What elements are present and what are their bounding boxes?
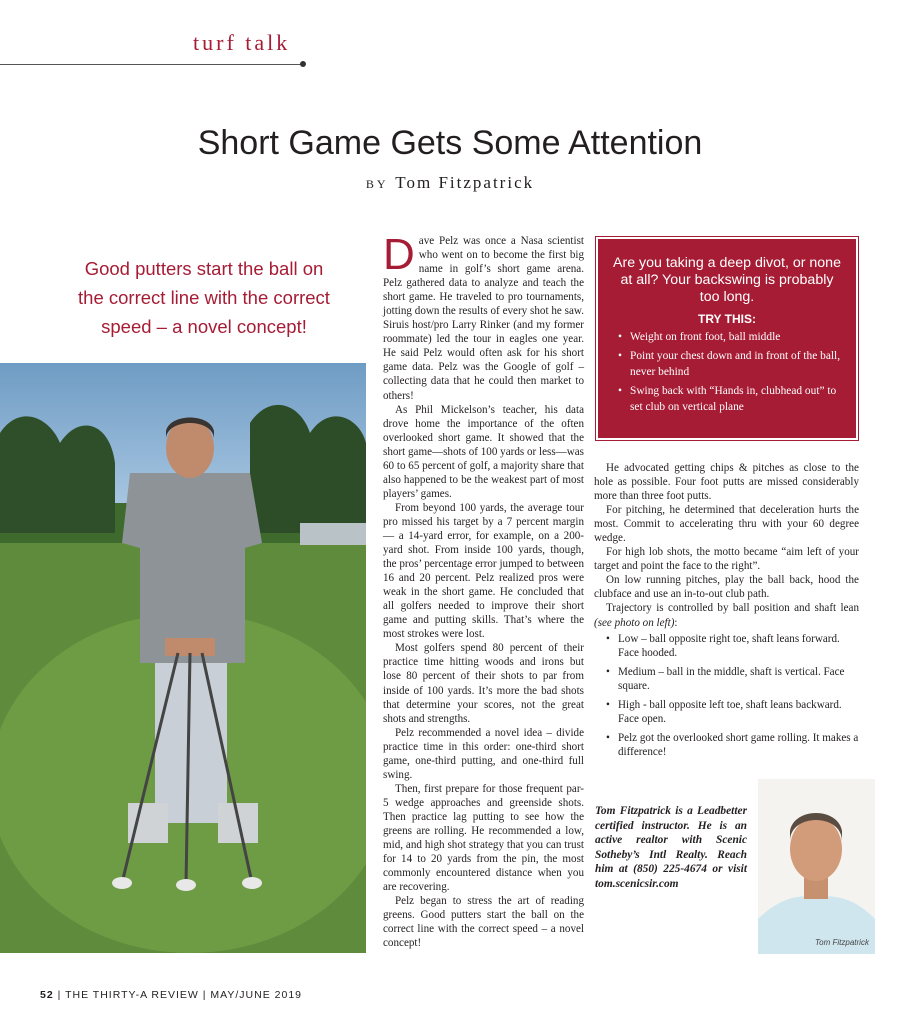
article-paragraph: Then, first prepare for those frequent par-5 wedge approaches and greenside shots. Then practice lag putting to see how the greens are rolling. He recommended a low, mid, and high shot strategy that you can trust for 14 to 20 yards from the pin, the most commonly encountered distance when you are recovering.	[383, 782, 584, 894]
article-paragraph: Trajectory is controlled by ball position and shaft lean (see photo on left):	[594, 602, 859, 629]
sidebar-try-label: TRY THIS:	[697, 312, 756, 326]
article-paragraph: Dave Pelz was once a Nasa scientist who went on to become the first big name in golf’s short game arena. Pelz gathered data to analyze and teach the short game. He traveled to pro tournaments, jotting down the results of every shot he saw. Siruis host/pro Larry Rinker (and my former roommate) led the tour in eagles one year. He said Pelz would often ask for his short game data. Pelz was the Google of golf – collecting data that he could then market to others!	[383, 230, 584, 402]
author-bio: Tom Fitzpatrick is a Leadbetter certified instructor. He is an active realtor with Scenic Sotheby’s Intl Realty. Reach him at (850) 225-4674 or visit tom.scenicsir.com	[595, 805, 747, 890]
photo-reference: (see photo on left)	[594, 616, 675, 629]
golfer-photo	[0, 363, 366, 953]
article-paragraph: For pitching, he determined that deceleration hurts the most. Commit to accelerating thru with your 60 degree wedge.	[594, 504, 859, 545]
drop-cap: D	[383, 230, 415, 279]
article-paragraph: He advocated getting chips & pitches as close to the hole as possible. Four foot putts are missed considerably more than three foot putts.	[594, 462, 859, 503]
trajectory-item: • Low – ball opposite right toe, shaft leans forward. Face hooded.	[618, 632, 859, 660]
trajectory-item: • High - ball opposite left toe, shaft leans backward. Face open.	[618, 698, 859, 726]
pull-quote: Good putters start the ball on the correct line with the correct speed – a novel concept!	[78, 258, 330, 337]
byline-prefix: BY	[365, 177, 389, 191]
article-paragraph: On low running pitches, play the ball back, hood the clubface and use an in-to-out club path.	[594, 574, 859, 601]
article-paragraph: From beyond 100 yards, the average tour pro missed his target by a 7 percent margin — a 14-yard error, for example, on a 200-yard shot. From inside 100 yards, though, the pros’ percentage error jumped to between 16 and 20 percent. Pelz realized pros were weak in the short game. He concluded that all golfers needed to improve their short game and putting skills. That’s where the most strokes were lost.	[383, 501, 584, 641]
trajectory-item: • Medium – ball in the middle, shaft is vertical. Face square.	[618, 665, 859, 693]
tip-sidebar	[596, 237, 858, 440]
article-paragraph: Most golfers spend 80 percent of their practice time hitting woods and irons but lose 80 percent of their shots to par from inside of 100 yards. It’s more the bad shots that determine your scores, not the great shots and strengths.	[383, 642, 584, 725]
article-column-left	[383, 230, 584, 950]
sidebar-tip: • Point your chest down and in front of the ball, never behind	[630, 348, 844, 380]
sidebar-tip-list	[610, 329, 844, 415]
section-rule	[0, 64, 303, 65]
author-headshot	[758, 779, 875, 954]
article-paragraph: Pelz recommended a novel idea – divide practice time in this order: one-third short game, one-third putting, and one-third full swing.	[383, 726, 584, 781]
author-portrait	[758, 779, 875, 954]
article-paragraph: Pelz began to stress the art of reading greens. Good putters start the ball on the correct line with the correct speed – a novel concept!	[383, 895, 584, 950]
byline-author: Tom Fitzpatrick	[395, 173, 535, 192]
trajectory-item: • Pelz got the overlooked short game rolling. It makes a difference!	[618, 731, 859, 759]
article-paragraph: As Phil Mickelson’s teacher, his data drove home the importance of the often overlooked short game. It showed that the short game—shots of 100 yards or less—was 60 to 65 percent of golf, a majority share that also happened to be the weakest part of most players’ games.	[383, 403, 584, 500]
section-title: turf talk	[193, 30, 291, 55]
publication-name: THE THIRTY-A REVIEW	[65, 989, 199, 1001]
sidebar-tip: • Weight on front foot, ball middle	[630, 329, 844, 345]
article-paragraph: For high lob shots, the motto became “aim left of your target and point the face to the right”.	[594, 546, 859, 573]
byline	[0, 173, 900, 193]
headline: Short Game Gets Some Attention	[197, 124, 703, 162]
page-footer	[40, 989, 302, 1001]
sidebar-tip: • Swing back with “Hands in, clubhead out” to set club on vertical plane	[630, 383, 844, 415]
page-number: 52	[40, 989, 54, 1001]
trajectory-list	[594, 632, 859, 759]
footer-separator: |	[202, 989, 207, 1001]
footer-separator: |	[57, 989, 62, 1001]
issue-date: MAY/JUNE 2019	[210, 989, 302, 1001]
headshot-caption: Tom Fitzpatrick	[815, 938, 869, 947]
section-rule-dot	[300, 61, 306, 67]
article-column-right	[594, 461, 859, 764]
golfer-illustration	[0, 363, 366, 953]
sidebar-question: Are you taking a deep divot, or none at all? Your backswing is probably too long.	[613, 255, 841, 305]
